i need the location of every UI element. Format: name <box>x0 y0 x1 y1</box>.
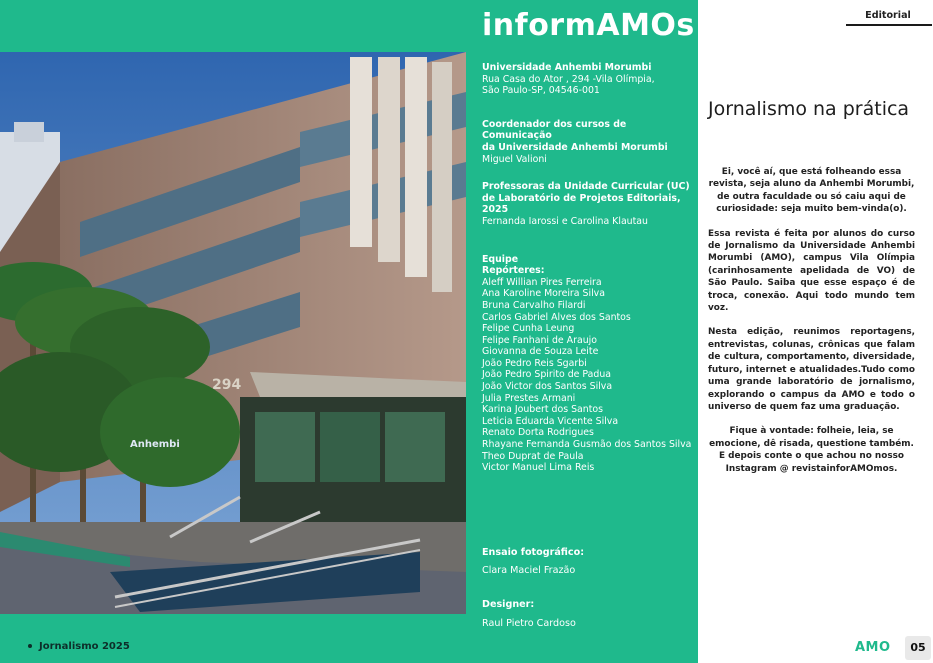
list-item: João Pedro Reis Sgarbi <box>482 357 587 369</box>
coordinator-heading-2: da Universidade Anhembi Morumbi <box>482 141 668 153</box>
paragraph: Essa revista é feita por alunos do curso de Jornalismo da Universidade Anhembi Morumbi (AMO), campus Vila Olímpia (carinhosamente apelidada de VO) de São Paulo. Saiba que esse espaço é de troca, conexão. Aqui todo mundo tem voz. <box>708 228 915 314</box>
list-item: Giovanna de Souza Leite <box>482 346 599 358</box>
amo-logo: AMO <box>855 640 891 655</box>
professors-heading-1: Professoras da Unidade Curricular (UC) <box>482 181 690 193</box>
magazine-brand: informAMOs <box>482 8 695 43</box>
list-item: Leticia Eduarda Vicente Silva <box>482 415 619 427</box>
list-item: Julia Prestes Armani <box>482 392 576 404</box>
coordinator-name: Miguel Valioni <box>482 153 547 165</box>
address-line-2: São Paulo-SP, 04546-001 <box>482 85 600 97</box>
designer-heading: Designer: <box>482 599 535 610</box>
left-page <box>0 0 466 663</box>
anhembi-sign: Anhembi <box>130 439 180 450</box>
page-number: 05 <box>905 636 931 660</box>
designer-name: Raul Pietro Cardoso <box>482 618 576 629</box>
list-item: Karina Joubert dos Santos <box>482 404 604 416</box>
list-item: Ana Karoline Moreira Silva <box>482 288 605 300</box>
professors-heading-2: de Laboratório de Projetos Editoriais, <box>482 192 681 204</box>
paragraph: Ei, você aí, que está folheando essa revista, seja aluno da Anhembi Morumbi, de outra faculdade ou só caiu aqui de curiosidade: seja muito bem-vinda(o). <box>708 167 915 215</box>
list-item: Felipe Fanhani de Araujo <box>482 334 597 346</box>
coordinator-info <box>482 119 692 165</box>
professors-heading-3: 2025 <box>482 204 509 216</box>
list-item: Carlos Gabriel Alves dos Santos <box>482 311 631 323</box>
professors-info <box>482 181 692 227</box>
reporters-list <box>482 277 692 474</box>
paragraph: Fique à vontade: folheie, leia, se emocione, dê risada, questione também. E depois conte o que achou no nosso Instagram @ revistainforAMOmos. <box>709 426 914 474</box>
bottom-green-bar <box>0 614 466 663</box>
list-item: João Victor dos Santos Silva <box>482 381 613 393</box>
photo-essay-heading: Ensaio fotográfico: <box>482 547 585 558</box>
campus-building-photo <box>0 52 466 614</box>
reporters-heading: Repórteres: <box>482 265 545 277</box>
list-item: Bruna Carvalho Filardi <box>482 299 586 311</box>
section-divider <box>846 24 932 26</box>
address-line-1: Rua Casa do Ator , 294 -Vila Olímpia, <box>482 73 655 85</box>
editorial-page <box>698 0 933 663</box>
list-item: Felipe Cunha Leung <box>482 323 575 335</box>
editorial-body <box>708 166 915 487</box>
team-heading: Equipe <box>482 253 519 265</box>
university-info <box>482 62 692 97</box>
professors-names: Fernanda Iarossi e Carolina Klautau <box>482 215 648 227</box>
credits-block <box>482 62 692 474</box>
building-number: 294 <box>212 377 242 393</box>
list-item: João Pedro Spirito de Padua <box>482 369 612 381</box>
university-name: Universidade Anhembi Morumbi <box>482 62 652 73</box>
photo-essay-name: Clara Maciel Frazão <box>482 565 576 576</box>
bullet-icon <box>28 644 32 648</box>
team-info <box>482 254 692 474</box>
list-item: Aleff Willian Pires Ferreira <box>482 276 602 288</box>
page-footer-label: Jornalismo 2025 <box>28 641 130 652</box>
list-item: Renato Dorta Rodrigues <box>482 427 594 439</box>
editorial-title: Jornalismo na prática <box>708 98 910 120</box>
coordinator-heading-1: Coordenador dos cursos de Comunicação <box>482 118 627 142</box>
list-item: Rhayane Fernanda Gusmão dos Santos Silva <box>482 439 692 451</box>
top-green-bar <box>0 0 466 52</box>
paragraph: Nesta edição, reunimos reportagens, entrevistas, colunas, crônicas que falam de cultura, comportamento, diversidade, futuro, internet e atualidades.Tudo como uma grande laboratório de jornalismo, explorando o campus da AMO e todo o universo de quem faz uma graduação. <box>708 327 915 412</box>
masthead-column <box>466 0 698 663</box>
section-tab: Editorial <box>865 10 911 21</box>
list-item: Victor Manuel Lima Reis <box>482 462 595 474</box>
list-item: Theo Duprat de Paula <box>482 450 584 462</box>
